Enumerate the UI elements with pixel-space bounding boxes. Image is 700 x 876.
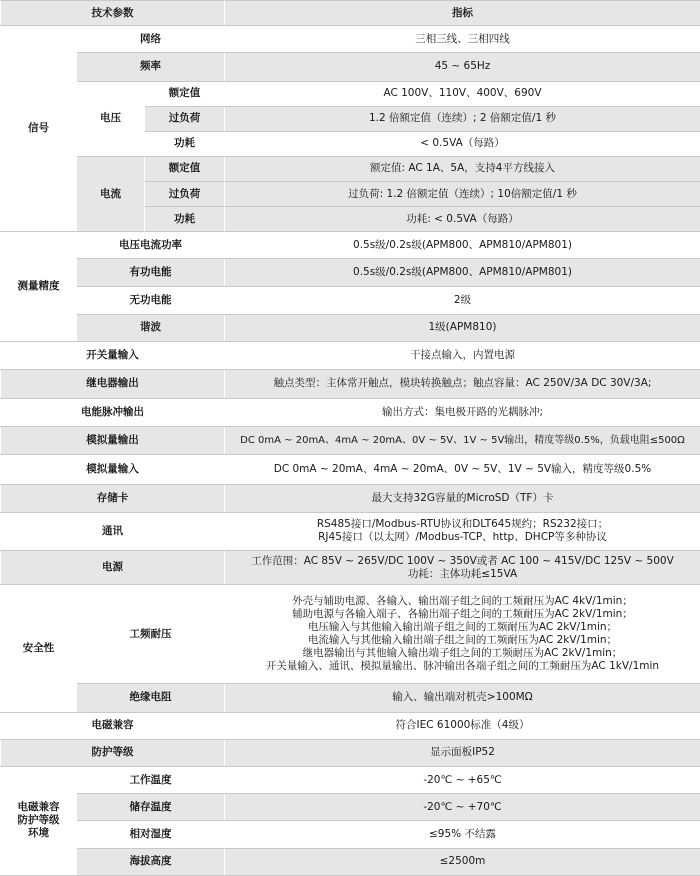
accuracy-reactive-name: 无功电能 bbox=[77, 286, 225, 314]
row-network bbox=[1, 26, 700, 53]
row-safety-insulation bbox=[1, 684, 700, 712]
altitude-value: ≤2500m bbox=[225, 848, 700, 875]
current-label: 电流 bbox=[77, 156, 145, 231]
withstand-line: 电压输入与其他输入输出端子组之间的工频耐压为AC 2kV/1min； bbox=[307, 621, 618, 634]
withstand-line: 辅助电源与各输入端子、各输出端子组之间的工频耐压为AC 2kV/1min； bbox=[292, 608, 633, 621]
row-storage bbox=[1, 485, 700, 512]
insulation-name: 绝缘电阻 bbox=[77, 684, 225, 712]
power-supply-name: 电源 bbox=[1, 551, 225, 584]
row-humidity bbox=[1, 821, 700, 848]
working-temp-name: 工作温度 bbox=[77, 766, 225, 793]
accuracy-label: 测量精度 bbox=[1, 232, 77, 342]
row-analog-input bbox=[1, 455, 700, 485]
row-accuracy-vip bbox=[1, 232, 700, 259]
accuracy-active-name: 有功电能 bbox=[77, 259, 225, 286]
row-pulse-output bbox=[1, 398, 700, 426]
current-rated-name: 额定值 bbox=[145, 156, 225, 181]
current-power-value: 功耗: < 0.5VA（每路） bbox=[225, 207, 700, 232]
emc-name: 电磁兼容 bbox=[1, 712, 225, 739]
row-frequency bbox=[1, 53, 700, 81]
network-value: 三相三线、三相四线 bbox=[225, 26, 700, 53]
comm-value bbox=[225, 512, 700, 551]
network-name: 网络 bbox=[77, 26, 225, 53]
storage-temp-value: -20℃ ~ +70℃ bbox=[225, 794, 700, 821]
pulse-output-value: 输出方式：集电极开路的光耦脉冲; bbox=[225, 398, 700, 426]
row-switch-input bbox=[1, 342, 700, 370]
switch-input-value: 干接点输入，内置电源 bbox=[225, 342, 700, 370]
env-label-line: 环境 bbox=[28, 827, 49, 840]
voltage-rated-name: 额定值 bbox=[145, 81, 225, 106]
current-overload-name: 过负荷 bbox=[145, 182, 225, 207]
row-emc bbox=[1, 712, 700, 739]
accuracy-vip-name: 电压电流功率 bbox=[77, 232, 225, 259]
row-accuracy-active bbox=[1, 259, 700, 286]
env-label-line: 防护等级 bbox=[17, 814, 60, 827]
accuracy-harmonic-name: 谐波 bbox=[77, 314, 225, 341]
storage-name: 存储卡 bbox=[1, 485, 225, 512]
signal-label: 信号 bbox=[1, 26, 77, 232]
current-rated-value: 额定值: AC 1A、5A，支持4平方线接入 bbox=[225, 156, 700, 181]
withstand-line: 开关量输入、通讯、模拟量输出、脉冲输出各端子组之间的工频耐压为AC 1kV/1min bbox=[265, 660, 660, 673]
row-storage-temp bbox=[1, 794, 700, 821]
voltage-overload-name: 过负荷 bbox=[145, 106, 225, 131]
voltage-rated-value: AC 100V、110V、400V、690V bbox=[225, 81, 700, 106]
row-accuracy-harmonic bbox=[1, 314, 700, 341]
analog-input-name: 模拟量输入 bbox=[1, 455, 225, 485]
voltage-power-value: < 0.5VA（每路） bbox=[225, 131, 700, 156]
humidity-name: 相对湿度 bbox=[77, 821, 225, 848]
row-power-supply bbox=[1, 551, 700, 584]
row-current-rated bbox=[1, 156, 700, 181]
current-power-name: 功耗 bbox=[145, 207, 225, 232]
emc-value: 符合IEC 61000标准（4级） bbox=[225, 712, 700, 739]
analog-output-value: DC 0mA ~ 20mA、4mA ~ 20mA、0V ~ 5V、1V ~ 5V输出，精度等级0.5%，负载电阻≤500Ω bbox=[225, 426, 700, 454]
env-label-line: 电磁兼容 bbox=[17, 801, 60, 814]
env-label bbox=[1, 766, 77, 875]
row-comm bbox=[1, 512, 700, 551]
frequency-value: 45 ~ 65Hz bbox=[225, 53, 700, 81]
storage-value: 最大支持32G容量的MicroSD（TF）卡 bbox=[225, 485, 700, 512]
voltage-label: 电压 bbox=[77, 81, 145, 156]
row-safety-withstand bbox=[1, 584, 700, 683]
voltage-power-name: 功耗 bbox=[145, 131, 225, 156]
switch-input-name: 开关量输入 bbox=[1, 342, 225, 370]
voltage-overload-value: 1.2 倍额定值（连续）; 2 倍额定值/1 秒 bbox=[225, 106, 700, 131]
row-relay-output bbox=[1, 370, 700, 398]
row-altitude bbox=[1, 848, 700, 875]
relay-output-name: 继电器输出 bbox=[1, 370, 225, 398]
analog-input-value: DC 0mA ~ 20mA、4mA ~ 20mA、0V ~ 5V、1V ~ 5V输入，精度等级0.5% bbox=[225, 455, 700, 485]
withstand-line: 外壳与辅助电源、各输入、输出端子组之间的工频耐压为AC 4kV/1min； bbox=[292, 595, 633, 608]
withstand-line: 继电器输出与其他输入输出端子组之间的工频耐压为AC 2kV/1min； bbox=[302, 647, 623, 660]
accuracy-reactive-value: 2级 bbox=[225, 286, 700, 314]
header-param: 技术参数 bbox=[1, 1, 225, 26]
pulse-output-name: 电能脉冲输出 bbox=[1, 398, 225, 426]
comm-line-2: RJ45接口（以太网）/Modbus-TCP、http、DHCP等多种协议 bbox=[318, 531, 607, 544]
header-row bbox=[1, 1, 700, 26]
safety-label: 安全性 bbox=[1, 584, 77, 712]
header-spec: 指标 bbox=[225, 1, 700, 26]
accuracy-harmonic-value: 1级(APM810) bbox=[225, 314, 700, 341]
row-accuracy-reactive bbox=[1, 286, 700, 314]
row-protection bbox=[1, 739, 700, 766]
accuracy-active-value: 0.5s级/0.2s级(APM800、APM810/APM801) bbox=[225, 259, 700, 286]
withstand-name: 工频耐压 bbox=[77, 584, 225, 683]
humidity-value: ≤95% 不结露 bbox=[225, 821, 700, 848]
power-supply-line-2: 功耗：主体功耗≤15VA bbox=[407, 567, 518, 580]
current-overload-value: 过负荷: 1.2 倍额定值（连续）; 10倍额定值/1 秒 bbox=[225, 182, 700, 207]
working-temp-value: -20℃ ~ +65℃ bbox=[225, 766, 700, 793]
row-analog-output bbox=[1, 426, 700, 454]
relay-output-value: 触点类型：主体常开触点，模块转换触点；触点容量：AC 250V/3A DC 30V/3A; bbox=[225, 370, 700, 398]
comm-line-1: RS485接口/Modbus-RTU协议和DLT645规约；RS232接口； bbox=[316, 518, 609, 531]
accuracy-vip-value: 0.5s级/0.2s级(APM800、APM810/APM801) bbox=[225, 232, 700, 259]
protection-value: 显示面板IP52 bbox=[225, 739, 700, 766]
withstand-value bbox=[225, 584, 700, 683]
altitude-name: 海拔高度 bbox=[77, 848, 225, 875]
insulation-value: 输入、输出端对机壳>100MΩ bbox=[225, 684, 700, 712]
analog-output-name: 模拟量输出 bbox=[1, 426, 225, 454]
storage-temp-name: 储存温度 bbox=[77, 794, 225, 821]
protection-name: 防护等级 bbox=[1, 739, 225, 766]
comm-name: 通讯 bbox=[1, 512, 225, 551]
power-supply-value bbox=[225, 551, 700, 584]
row-working-temp bbox=[1, 766, 700, 793]
row-voltage-rated bbox=[1, 81, 700, 106]
power-supply-line-1: 工作范围：AC 85V ~ 265V/DC 100V ~ 350V或者 AC 100 ~ 415V/DC 125V ~ 500V bbox=[251, 554, 674, 567]
frequency-name: 频率 bbox=[77, 53, 225, 81]
withstand-line: 电流输入与其他输入输出端子组之间的工频耐压为AC 2kV/1min； bbox=[307, 634, 618, 647]
